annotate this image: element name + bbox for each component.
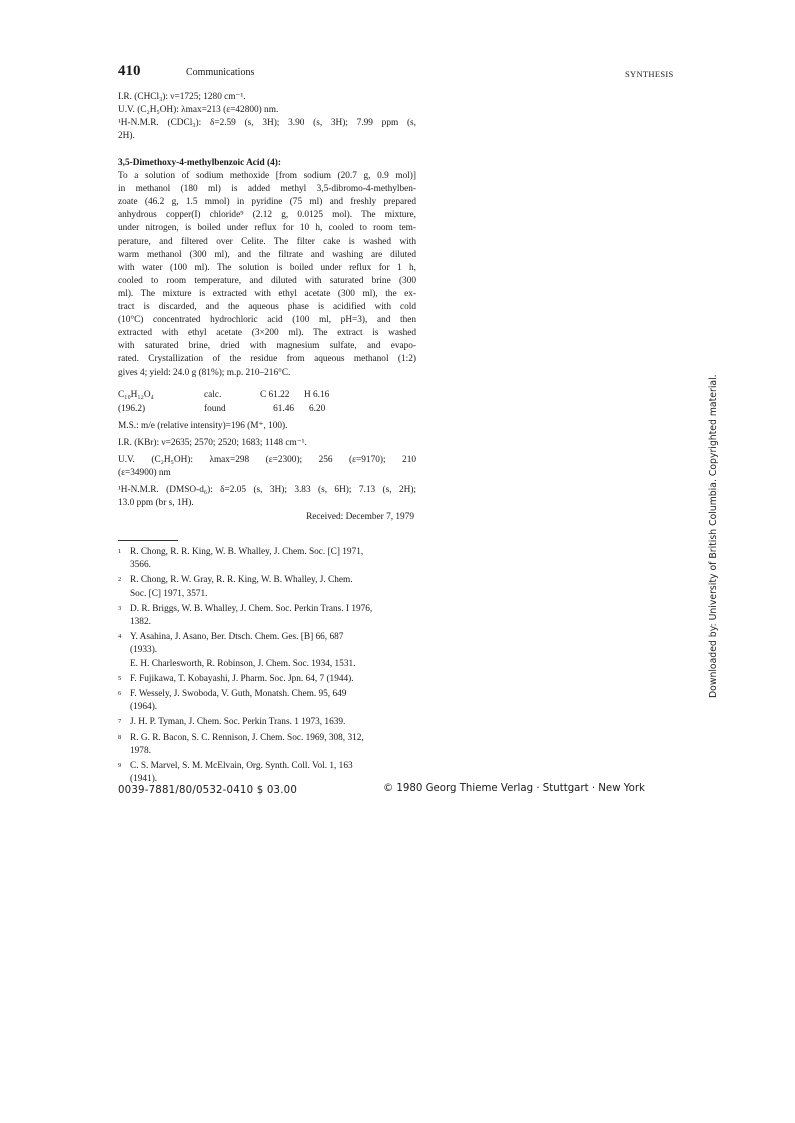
reference-number: 5: [118, 674, 122, 682]
uv-data: U.V. (C₂H₅OH): λmax=213 (ε=42800) nm.: [118, 105, 279, 116]
molecular-formula: C₁₀H₁₂O₄: [118, 390, 154, 400]
reference-line: F. Fujikawa, T. Kobayashi, J. Pharm. Soc. Jpn. 64, 7 (1944).: [130, 673, 354, 684]
reference-line: D. R. Briggs, W. B. Whalley, J. Chem. Soc. Perkin Trans. I 1976,: [130, 603, 373, 614]
found-carbon: 61.46: [273, 403, 294, 414]
nmr-data-line: ¹H-N.M.R. (DMSO-d₆): δ=2.05 (s, 3H); 3.83 (s, 6H); 7.13 (s, 2H);: [118, 485, 416, 496]
procedure-line: tract is discarded, and the aqueous phase is acidified with cold: [118, 302, 416, 313]
reference-line: 1978.: [130, 745, 151, 756]
reference-line: E. H. Charlesworth, R. Robinson, J. Chem. Soc. 1934, 1531.: [130, 658, 356, 669]
reference-line: R. G. R. Bacon, S. C. Rennison, J. Chem. Soc. 1969, 308, 312,: [130, 732, 364, 743]
procedure-line: cooled to room temperature, and diluted with saturated brine (300: [118, 275, 416, 286]
copyright-notice: © 1980 Georg Thieme Verlag · Stuttgart · New York: [383, 783, 645, 794]
reference-item: [116, 732, 420, 758]
procedure-line: with saturated brine, dried with magnesium sulfate, and evapo-: [118, 341, 416, 352]
calc-carbon: C 61.22: [260, 390, 290, 400]
procedure-line: gives 4; yield: 24.0 g (81%); m.p. 210–216°C.: [118, 367, 291, 378]
download-watermark: Downloaded by: University of British Columbia. Copyrighted material.: [708, 374, 719, 698]
references-list: [116, 546, 420, 788]
footnote-divider: [118, 540, 178, 541]
reference-item: [116, 603, 420, 629]
spectral-data: [118, 420, 416, 511]
procedure-line: rated. Crystallization of the residue from aqueous methanol (1:2): [118, 354, 416, 365]
uv-data-line: U.V. (C₂H₅OH): λmax=298 (ε=2300); 256 (ε=9170); 210: [118, 455, 416, 466]
reference-number: 6: [118, 690, 122, 698]
procedure-line: (10°C) concentrated hydrochloric acid (100 ml, pH=3), and then: [118, 315, 416, 326]
procedure-line: anhydrous copper(I) chloride⁹ (2.12 g, 0.0125 mol). The mixture,: [118, 210, 416, 221]
found-hydrogen: 6.20: [309, 403, 326, 414]
reference-item: [116, 716, 420, 729]
procedure-line: perature, and filtered over Celite. The filter cake is washed with: [118, 236, 416, 247]
procedure-line: warm methanol (300 ml), and the filtrate and washing are diluted: [118, 249, 416, 260]
ms-data: M.S.: m/e (relative intensity)=196 (M⁺, 100).: [118, 421, 288, 431]
page-number: 410: [118, 63, 141, 79]
reference-number: 8: [118, 733, 122, 741]
procedure-line: extracted with ethyl acetate (3×200 ml). The extract is washed: [118, 328, 416, 339]
reference-line: Y. Asahina, J. Asano, Ber. Dtsch. Chem. Ges. [B] 66, 687: [130, 632, 344, 643]
reference-number: 4: [118, 633, 122, 641]
procedure-line: with water (100 ml). The solution is boiled under reflux for 1 h,: [118, 262, 416, 273]
reference-item: [116, 688, 420, 714]
reference-item: [116, 760, 420, 786]
reference-item: [116, 673, 420, 686]
reference-item: [116, 574, 420, 600]
journal-name: SYNTHESIS: [625, 69, 674, 79]
procedure-line: To a solution of sodium methoxide [from sodium (20.7 g, 0.9 mol)]: [118, 171, 416, 182]
reference-line: (1941).: [130, 774, 158, 785]
uv-data-line: (ε=34900) nm: [118, 468, 171, 479]
reference-item: [116, 631, 420, 671]
reference-line: R. Chong, R. R. King, W. B. Whalley, J. Chem. Soc. [C] 1971,: [130, 547, 364, 557]
reference-line: J. H. P. Tyman, J. Chem. Soc. Perkin Trans. 1 1973, 1639.: [130, 717, 346, 728]
found-label: found: [204, 403, 226, 414]
reference-line: F. Wessely, J. Swoboda, V. Guth, Monatsh. Chem. 95, 649: [130, 689, 347, 700]
ir-data: I.R. (KBr): ν=2635; 2570; 2520; 1683; 1148 cm⁻¹.: [118, 438, 307, 449]
elemental-analysis: [118, 389, 418, 416]
reference-line: C. S. Marvel, S. M. McElvain, Org. Synth. Coll. Vol. 1, 163: [130, 761, 353, 772]
reference-line: (1933).: [130, 645, 158, 656]
issn-code: 0039-7881/80/0532-0410 $ 03.00: [118, 785, 298, 796]
section-title: Communications: [186, 67, 255, 78]
ir-data: I.R. (CHCl₃): ν=1725; 1280 cm⁻¹.: [118, 92, 246, 102]
reference-item: [116, 546, 420, 572]
nmr-data-line: ¹H-N.M.R. (CDCl₃): δ=2.59 (s, 3H); 3.90 (s, 3H); 7.99 ppm (s,: [118, 118, 416, 129]
reference-number: 2: [118, 576, 122, 584]
reference-line: Soc. [C] 1971, 3571.: [130, 588, 208, 599]
procedure-paragraph: [118, 170, 416, 380]
reference-line: 1382.: [130, 617, 151, 628]
nmr-data-line: 2H).: [118, 131, 135, 142]
procedure-line: under nitrogen, is boiled under reflux for 10 h, cooled to room tem-: [118, 223, 416, 234]
procedure-line: in methanol (180 ml) is added methyl 3,5-dibromo-4-methylben-: [118, 184, 416, 195]
procedure-line: zoate (46.2 g, 1.5 mmol) in pyridine (75 ml) and freshly prepared: [118, 197, 416, 208]
molecular-weight: (196.2): [118, 403, 146, 414]
procedure-line: ml). The mixture is extracted with ethyl acetate (300 ml), the ex-: [118, 288, 416, 299]
reference-line: 3566.: [130, 560, 151, 571]
previous-compound-data: [118, 91, 416, 143]
calc-hydrogen: H 6.16: [304, 390, 330, 400]
compound-heading: 3,5-Dimethoxy-4-methylbenzoic Acid (4):: [118, 158, 281, 168]
reference-number: 1: [118, 548, 122, 555]
compound-section: [118, 157, 416, 380]
reference-number: 9: [118, 762, 122, 770]
reference-number: 7: [118, 718, 122, 726]
received-date: Received: December 7, 1979: [306, 512, 414, 522]
calc-label: calc.: [204, 390, 222, 400]
nmr-data-line: 13.0 ppm (br s, 1H).: [118, 498, 194, 509]
reference-line: (1964).: [130, 702, 158, 713]
reference-number: 3: [118, 604, 122, 612]
reference-line: R. Chong, R. W. Gray, R. R. King, W. B. Whalley, J. Chem.: [130, 575, 353, 586]
